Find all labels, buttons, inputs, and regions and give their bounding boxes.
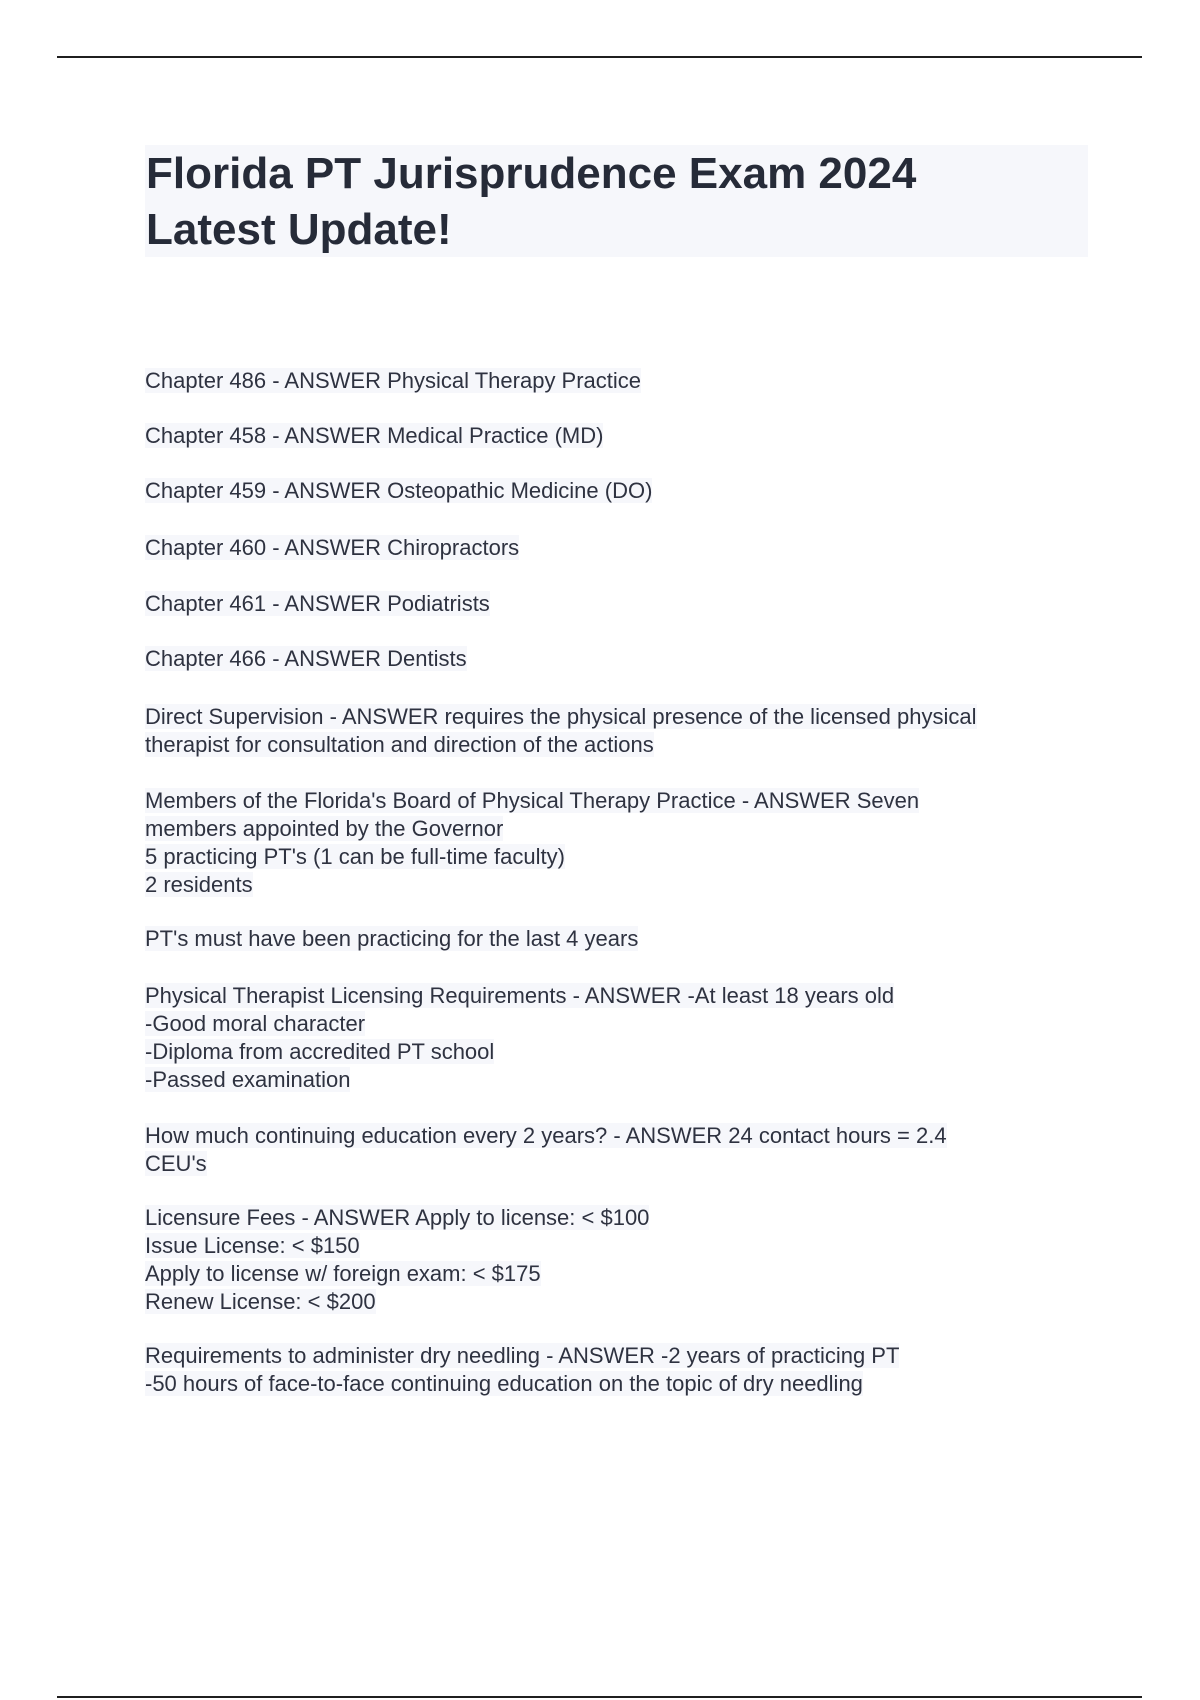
qa-line-text: Chapter 486 - ANSWER Physical Therapy Practice (145, 368, 642, 393)
qa-line-text: Licensure Fees - ANSWER Apply to license: < $100 (145, 1205, 650, 1230)
qa-entry (145, 590, 490, 618)
qa-entry (145, 925, 638, 953)
qa-line-text: Members of the Florida's Board of Physical Therapy Practice - ANSWER Seven (145, 788, 920, 813)
qa-line (145, 590, 490, 618)
qa-line (145, 1204, 649, 1232)
qa-line (145, 422, 603, 450)
qa-line (145, 1288, 649, 1316)
qa-line-text: -Good moral character (145, 1011, 366, 1036)
qa-line (145, 1260, 649, 1288)
qa-entry (145, 1204, 649, 1316)
qa-line (145, 1150, 947, 1178)
qa-line-text: Chapter 460 - ANSWER Chiropractors (145, 535, 520, 560)
qa-line-text: How much continuing education every 2 years? - ANSWER 24 contact hours = 2.4 (145, 1123, 947, 1148)
qa-line (145, 534, 519, 562)
qa-line-text: Apply to license w/ foreign exam: < $175 (145, 1261, 541, 1286)
qa-line (145, 367, 641, 395)
qa-entry (145, 645, 467, 673)
qa-line (145, 703, 977, 731)
qa-entry (145, 1122, 947, 1178)
bottom-rule (57, 1696, 1142, 1698)
qa-entry (145, 534, 519, 562)
qa-line (145, 1370, 899, 1398)
qa-line-text: -50 hours of face-to-face continuing education on the topic of dry needling (145, 1371, 863, 1396)
qa-line-text: Renew License: < $200 (145, 1289, 376, 1314)
qa-line-text: -Diploma from accredited PT school (145, 1039, 495, 1064)
qa-entry (145, 422, 603, 450)
qa-line-text: Requirements to administer dry needling - ANSWER -2 years of practicing PT (145, 1343, 900, 1368)
qa-line (145, 815, 919, 843)
qa-entry (145, 477, 652, 505)
qa-line (145, 871, 919, 899)
qa-line (145, 477, 652, 505)
page-title-line-1: Florida PT Jurisprudence Exam 2024 (146, 149, 917, 198)
qa-line (145, 1232, 649, 1260)
qa-line-text: Chapter 461 - ANSWER Podiatrists (145, 591, 490, 616)
qa-line-text: therapist for consultation and direction of the actions (145, 732, 654, 757)
qa-line (145, 731, 977, 759)
page-title-line-2: Latest Update! (146, 205, 452, 254)
qa-line-text: 5 practicing PT's (1 can be full-time faculty) (145, 844, 565, 869)
qa-line (145, 645, 467, 673)
qa-line-text: Chapter 466 - ANSWER Dentists (145, 646, 467, 671)
qa-line-text: CEU's (145, 1151, 207, 1176)
qa-entry (145, 703, 977, 759)
qa-line-text: Chapter 459 - ANSWER Osteopathic Medicine (DO) (145, 478, 653, 503)
qa-line (145, 1038, 894, 1066)
qa-line (145, 1122, 947, 1150)
qa-line (145, 982, 894, 1010)
qa-line (145, 1066, 894, 1094)
qa-entry (145, 367, 641, 395)
qa-line-text: Direct Supervision - ANSWER requires the physical presence of the licensed physical (145, 704, 977, 729)
qa-line (145, 843, 919, 871)
top-rule (57, 56, 1142, 58)
qa-line-text: 2 residents (145, 872, 253, 897)
qa-line-text: members appointed by the Governor (145, 816, 504, 841)
qa-line-text: Issue License: < $150 (145, 1233, 360, 1258)
qa-entry (145, 1342, 899, 1398)
qa-entry (145, 787, 919, 899)
qa-line-text: Chapter 458 - ANSWER Medical Practice (MD) (145, 423, 604, 448)
qa-line (145, 1010, 894, 1038)
qa-line (145, 1342, 899, 1370)
qa-line-text: PT's must have been practicing for the last 4 years (145, 926, 639, 951)
qa-line (145, 925, 638, 953)
qa-line-text: Physical Therapist Licensing Requirements - ANSWER -At least 18 years old (145, 983, 895, 1008)
qa-entry (145, 982, 894, 1094)
qa-line (145, 787, 919, 815)
qa-line-text: -Passed examination (145, 1067, 351, 1092)
